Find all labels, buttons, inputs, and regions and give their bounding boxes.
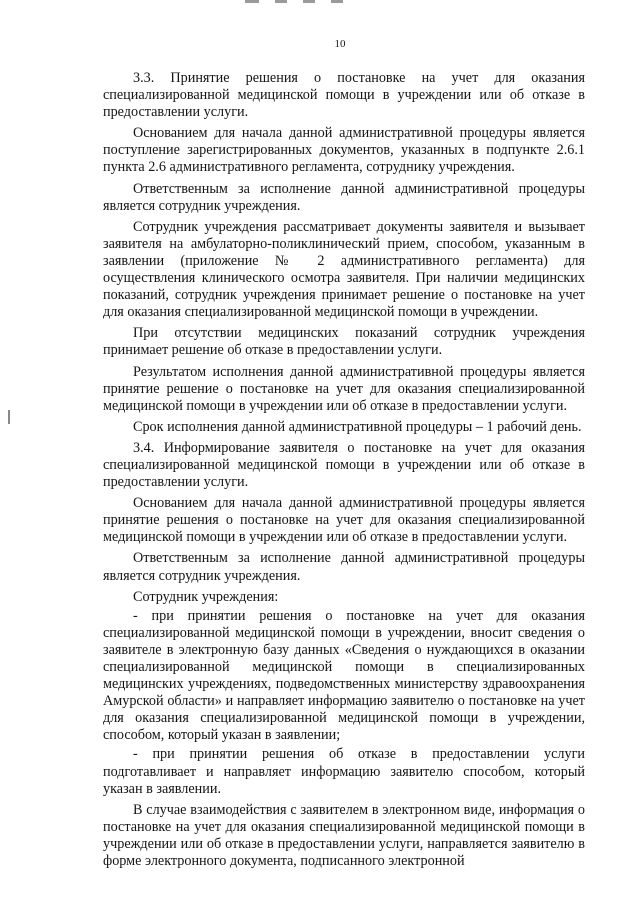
scan-artifact-marks [245, 0, 365, 6]
list-item: - при принятии решения об отказе в предоставлении услуги подготавливает и направляет информацию заявителю способом, который указан в заявлении. [103, 746, 585, 797]
paragraph-3-4-heading: 3.4. Информирование заявителя о постановке на учет для оказания специализированной медицинской помощи в учреждении или об отказе в предоставлении услуги. [103, 439, 585, 491]
page-number: 10 [334, 38, 346, 50]
paragraph: Сотрудник учреждения: [133, 588, 279, 605]
paragraph: При отсутствии медицинских показаний сотрудник учреждения принимает решение об отказе в предоставлении услуги. [103, 325, 585, 359]
paragraph: Результатом исполнения данной административной процедуры является принятие решение о постановке на учет для оказания специализированной медицинской помощи в учреждении или об отказе в предоставлении услуги. [103, 363, 585, 414]
paragraph-3-3-heading: 3.3. Принятие решения о постановке на учет для оказания специализированной медицинской помощи в учреждении или об отказе в предоставлении услуги. [103, 70, 585, 121]
list-item: - при принятии решения о постановке на учет для оказания специализированной медицинской помощи в учреждении, вносит сведения о заявителе в электронную базу данных «Сведения о нуждающихся в оказании специализированной медицинской помощи в специализированных медицинских учреждениях, подведомственных министерству здравоохранения Амурской области» и направляет информацию заявителю о постановке на учет для оказания специализированной медицинской помощи в учреждении, способом, который указан в заявлении; [103, 607, 585, 744]
paragraph: Основанием для начала данной административной процедуры является поступление зарегистрированных документов, указанных в подпункте 2.6.1 пункта 2.6 административного регламента, сотруднику учреждения. [103, 125, 585, 176]
paragraph: Основанием для начала данной административной процедуры является принятие решения о постановке на учет для оказания специализированной медицинской помощи в учреждении или об отказе в предоставлении услуги. [103, 495, 585, 546]
paragraph: Сотрудник учреждения рассматривает документы заявителя и вызывает заявителя на амбулаторно-поликлинический прием, способом, указанным в заявлении (приложение № 2 административного регламента) для осуществления клинического осмотра заявителя. При наличии медицинских показаний, сотрудник учреждения принимает решение о постановке на учет для оказания специализированной медицинской помощи в учреждении. [103, 218, 585, 321]
paragraph: В случае взаимодействия с заявителем в электронном виде, информация о постановке на учет для оказания специализированной медицинской помощи в учреждении или об отказе в предоставлении услуги, направляется заявителю в форме электронного документа, подписанного электронной [103, 801, 585, 870]
margin-scan-mark [8, 410, 10, 424]
document-body [103, 70, 585, 874]
paragraph: Ответственным за исполнение данной административной процедуры является сотрудник учреждения. [103, 550, 585, 584]
paragraph: Ответственным за исполнение данной административной процедуры является сотрудник учреждения. [103, 180, 585, 214]
paragraph: Срок исполнения данной административной процедуры – 1 рабочий день. [133, 418, 582, 435]
